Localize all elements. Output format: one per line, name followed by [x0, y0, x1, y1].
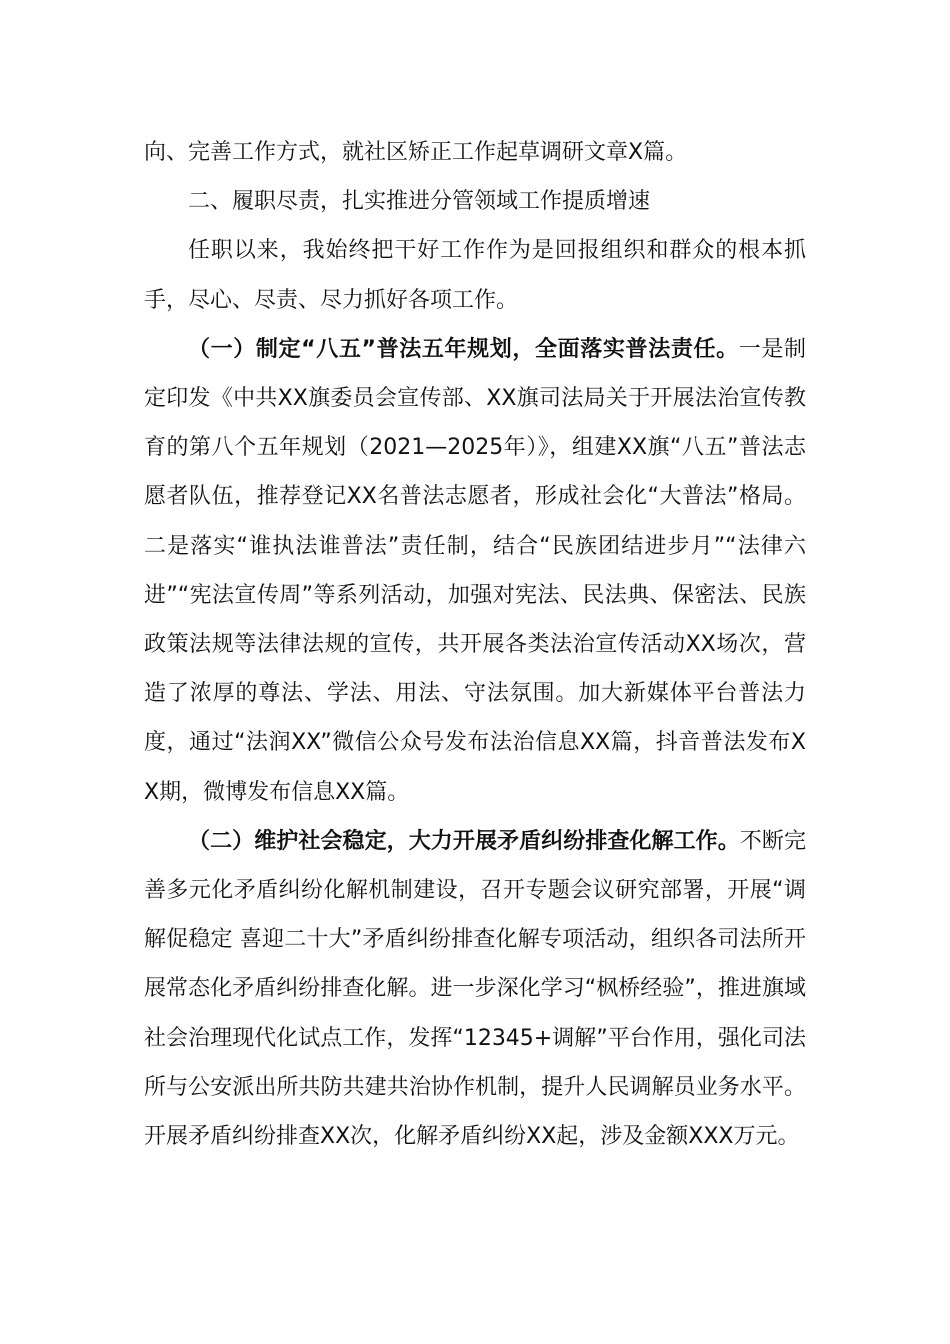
paragraph-text: 向、完善工作方式，就社区矫正工作起草调研文章X篇。	[144, 140, 688, 165]
paragraph-text: 一是制定印发《中共XX旗委员会宣传部、XX旗司法局关于开展法治宣传教育的第八个五年规划（2021—2025年）》，组建XX旗“八五”普法志愿者队伍，推荐登记XX名普法志愿者，形成社会化“大普法”格局。二是落实“谁执法谁普法”责任制，结合“民族团结进步月”“法律六进”“宪法宣传周”等系列活动，加强对宪法、民法典、保密法、民族政策法规等法律法规的宣传，共开展各类法治宣传活动XX场次，营造了浓厚的尊法、学法、用法、守法氛围。加大新媒体平台普法力度，通过“法润XX”微信公众号发布法治信息XX篇，抖音普法发布XX期，微博发布信息XX篇。	[144, 336, 806, 805]
paragraph-continued	[144, 128, 806, 177]
document-page	[144, 128, 806, 1161]
paragraph-item-1	[144, 325, 806, 817]
paragraph-text: 任职以来，我始终把干好工作作为是回报组织和群众的根本抓手，尽心、尽责、尽力抓好各项工作。	[144, 238, 806, 313]
paragraph-lead: （一）制定“八五”普法五年规划，全面落实普法责任。	[188, 336, 739, 362]
paragraph-item-2	[144, 817, 806, 1161]
paragraph-text: 二、履职尽责，扎实推进分管领域工作提质增速	[188, 189, 651, 215]
paragraph-intro	[144, 226, 806, 324]
paragraph-lead: （二）维护社会稳定，大力开展矛盾纠纷排查化解工作。	[188, 828, 740, 854]
section-heading	[144, 177, 806, 226]
paragraph-text: 不断完善多元化矛盾纠纷化解机制建设，召开专题会议研究部署，开展“调解促稳定 喜迎二十大”矛盾纠纷排查化解专项活动，组织各司法所开展常态化矛盾纠纷排查化解。进一步深化学习“枫桥经验”，推进旗域社会治理现代化试点工作，发挥“12345+调解”平台作用，强化司法所与公安派出所共防共建共治协作机制，提升人民调解员业务水平。开展矛盾纠纷排查XX次，化解矛盾纠纷XX起，涉及金额XXX万元。	[144, 828, 806, 1150]
